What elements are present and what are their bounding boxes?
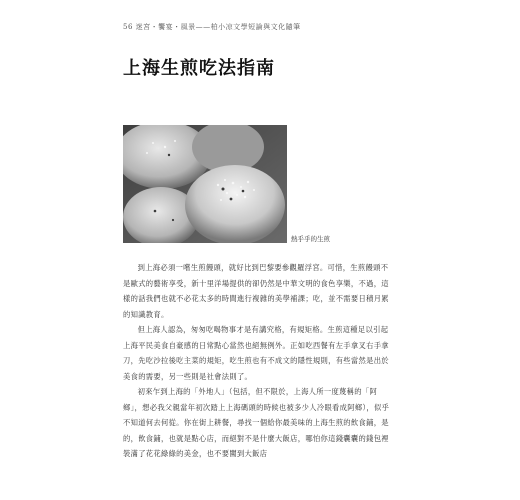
paragraph: 到上海必須一嚐生煎饅頭，就好比到巴黎要參觀羅浮宮。可惜，生煎饅頭不是歐式的藝術享受，新十里洋場提供的卻仍然是中華文明的食色享樂，不過，這樣的話我們也就不必花太多的時間進行複雜的美學補課；吃，並不需要日積月累的知識教育。 <box>123 263 389 319</box>
article-body <box>123 260 393 462</box>
article-title: 上海生煎吃法指南 <box>123 58 275 79</box>
paragraph: 初來乍到上海的「外地人」（包括，但不限於，上海人所一度蔑稱的「阿鄉」，想必我父親當年初次踏上上海碼頭的時候也被多少人冷眼看成阿鄉），似乎不知道何去何從。你在街上耕餐，尋找一個給你最美味的上海生煎的飲食鋪，是的，飲食鋪，也就是點心店，而絕對不是什麼大飯店，哪怕你這錢囊囊的錢包裡裝滿了花花綠綠的美金，也不要闖到大飯店 <box>123 387 390 458</box>
photo-caption: 熱乎乎的生煎 <box>291 235 330 243</box>
photo-illustration <box>123 125 287 243</box>
paragraph: 但上海人認為，匆匆吃喝物事才是有講究格，有規矩格。生煎這種足以引起上海平民美食自豪感的日常點心當然也絕無例外。正如吃西餐有左手拿叉右手拿刀，先吃沙拉後吃主菜的規矩，吃生煎也有不成文的隱性規則，有些當然是出於美食的需要，另一些則是社會法則了。 <box>123 325 389 381</box>
shengjian-photo <box>123 125 287 243</box>
running-header: 56 迷宮・饗宴・風景——柏小凉文學短論與文化隨筆 <box>123 23 301 31</box>
